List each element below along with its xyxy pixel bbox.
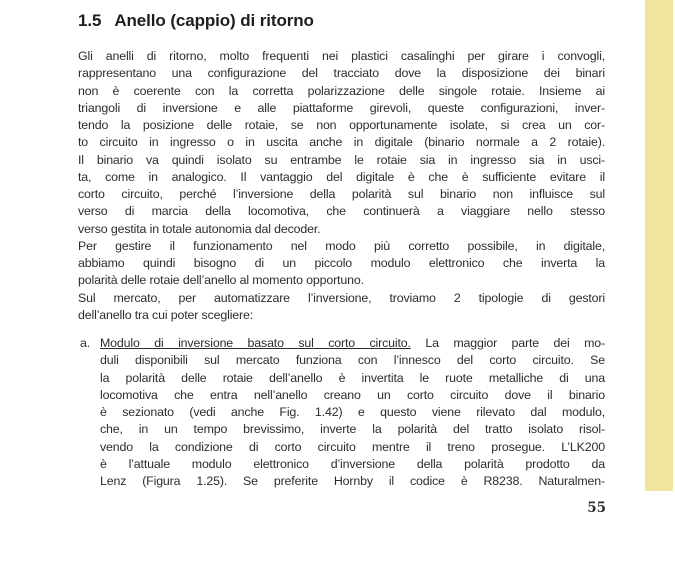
- text-line: [100, 352, 605, 369]
- text-segment: che, in un tempo brevissimo, inverte la polarità del tratto isolato risol-: [100, 422, 605, 437]
- underlined-text: Modulo di inversione basato sul corto circuito.: [100, 336, 411, 350]
- text-segment: Gli anelli di ritorno, molto frequenti nei plastici casalinghi per girare i convogli,: [78, 49, 605, 63]
- text-line: [78, 272, 605, 289]
- text-line: [78, 100, 605, 117]
- text-line: [78, 238, 605, 255]
- text-segment: è l’attuale modulo elettronico d’inversione della polarità prodotto da: [100, 456, 605, 471]
- text-line: [78, 307, 605, 324]
- text-line: [78, 203, 605, 220]
- text-line: [100, 370, 605, 387]
- text-line: [78, 134, 605, 151]
- text-segment: Sul mercato, per automatizzare l’inversione, troviamo 2 tipologie di gestori: [78, 290, 605, 305]
- text-segment: ta, come in analogico. Il vantaggio del digitale è che è sufficiente evitare il: [78, 169, 605, 184]
- text-line: [100, 404, 605, 421]
- text-line: [78, 290, 605, 307]
- text-line: [78, 221, 605, 238]
- text-segment: dell’anello tra cui poter scegliere:: [78, 307, 254, 322]
- section-number: 1.5: [78, 11, 102, 30]
- text-segment: Il binario va quindi isolato su entrambe le rotaie sia in ingresso sia in usci-: [78, 152, 605, 167]
- text-column: [78, 48, 605, 490]
- text-line: [78, 65, 605, 82]
- text-segment: polarità delle rotaie dell’anello al momento opportuno.: [78, 273, 364, 288]
- section-heading: [78, 11, 314, 31]
- text-segment: duli disponibili sul mercato funziona con l’innesco del corto circuito. Se: [100, 353, 605, 368]
- text-segment: corto circuito, perché l’inversione della polarità sul binario non influisce sul: [78, 187, 605, 201]
- text-line: [100, 421, 605, 438]
- text-segment: è sezionato (vedi anche Fig. 1.42) e questo viene rilevato dal modulo,: [100, 405, 605, 419]
- text-segment: abbiamo quindi bisogno di un piccolo modulo elettronico che inverta la: [78, 256, 605, 270]
- page-number: 55: [587, 500, 606, 516]
- text-segment: verso di marcia della locomotiva, che continuerà a viaggiare nello stesso: [78, 204, 605, 219]
- text-line: [78, 152, 605, 169]
- text-line: [78, 186, 605, 203]
- text-line: [78, 83, 605, 100]
- text-segment: Per gestire il funzionamento nel modo più corretto possibile, in digitale,: [78, 238, 605, 253]
- text-segment: la polarità delle rotaie dell’anello è invertita le ruote metalliche di una: [100, 370, 605, 385]
- text-segment: vendo la condizione di corto circuito mentre il treno prosegue. L’LK200: [100, 439, 605, 454]
- text-segment: rappresentano una configurazione del tracciato dove la disposizione dei binari: [78, 66, 605, 81]
- text-segment: to circuito in ingresso o in uscita anche in digitale (binario normale a 2 rotaie).: [78, 135, 605, 150]
- text-segment: tendo la posizione delle rotaie, se non opportunamente isolate, si crea un cor-: [78, 118, 605, 132]
- text-segment: locomotiva che entra nell’anello creano un corto circuito dove il binario: [100, 387, 605, 402]
- page-edge-stripe: [645, 0, 673, 491]
- text-segment: non è coerente con la corretta polarizzazione delle singole rotaie. Insieme ai: [78, 83, 605, 98]
- text-segment: La maggior parte dei mo-: [410, 336, 605, 350]
- text-line: [100, 439, 605, 456]
- text-line: [100, 473, 605, 490]
- text-line: [100, 456, 605, 473]
- text-line: [78, 169, 605, 186]
- text-line: [78, 255, 605, 272]
- paragraph-block: [78, 48, 605, 324]
- text-segment: verso gestita in totale autonomia dal decoder.: [78, 221, 321, 236]
- list-item-a: [78, 335, 605, 490]
- list-marker: a.: [80, 336, 91, 350]
- text-line: [100, 387, 605, 404]
- text-line: [78, 48, 605, 65]
- section-title: Anello (cappio) di ritorno: [114, 11, 314, 30]
- text-segment: triangoli di inversione e alle piattaforme girevoli, queste configurazioni, inver-: [78, 100, 605, 115]
- text-segment: Lenz (Figura 1.25). Se preferite Hornby il codice è R8238. Naturalmen-: [100, 474, 605, 488]
- text-line: [78, 117, 605, 134]
- text-line: [100, 335, 605, 352]
